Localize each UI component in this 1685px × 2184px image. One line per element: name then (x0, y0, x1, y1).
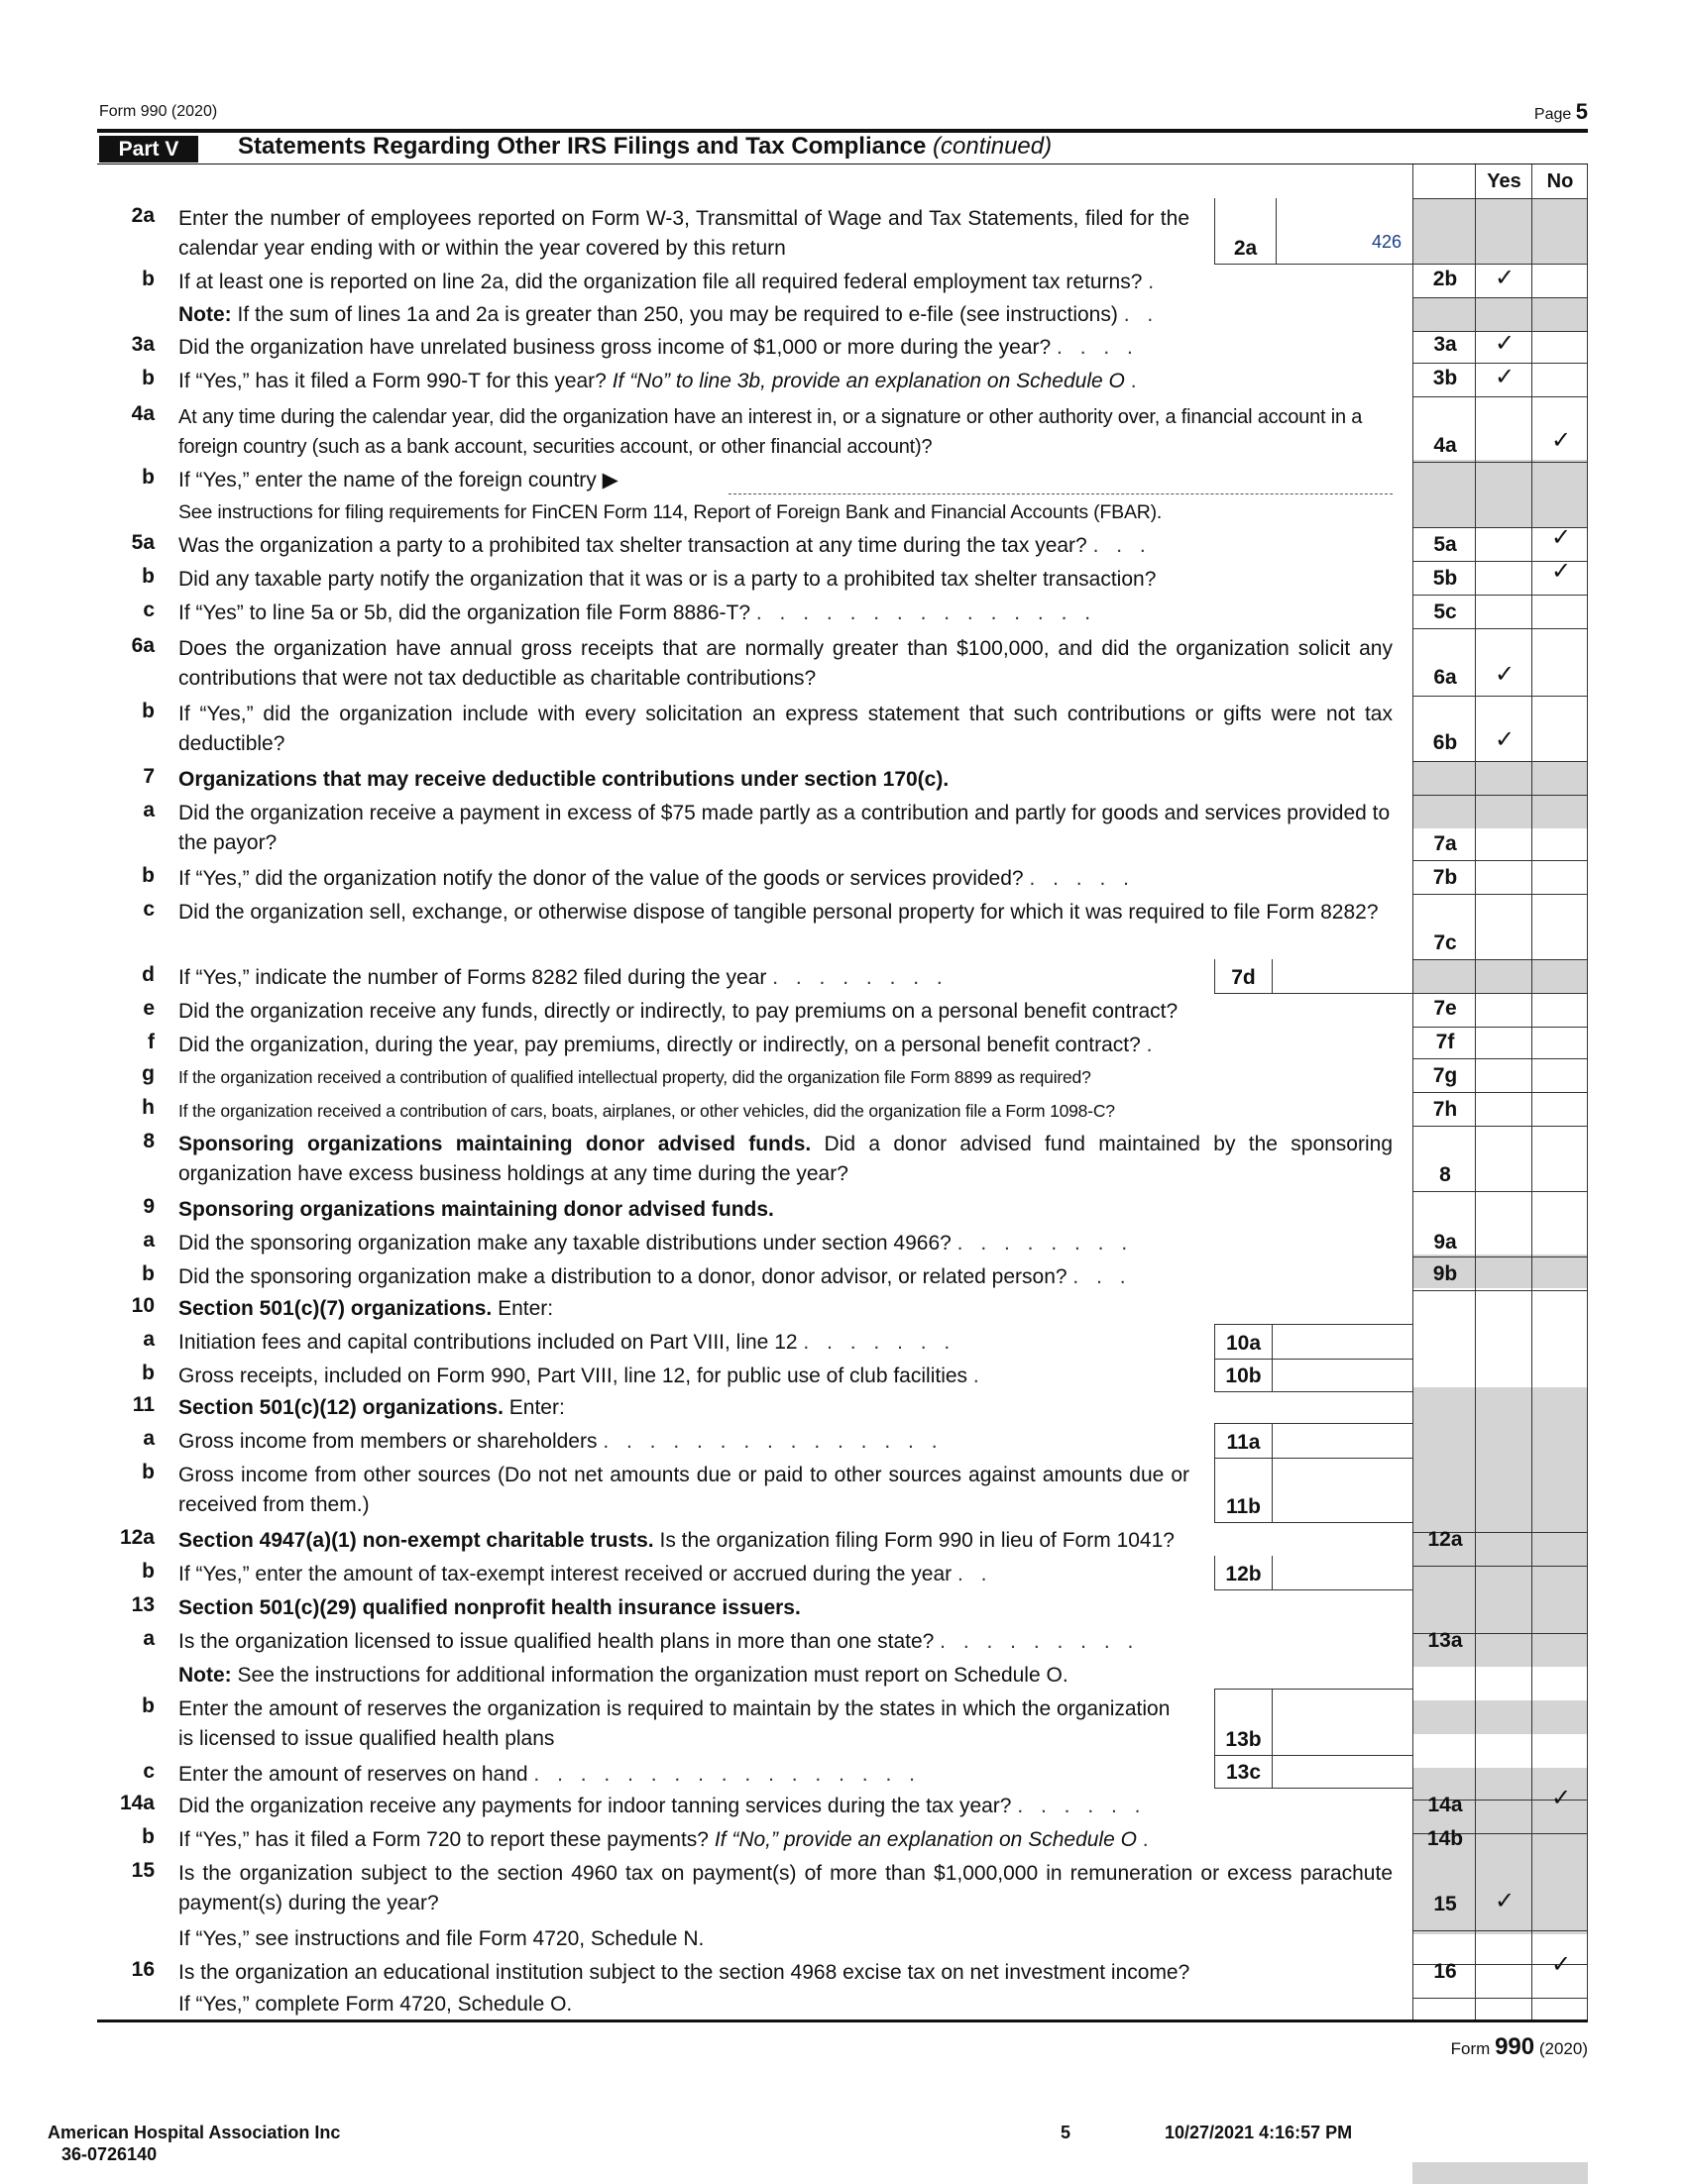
line-code: 9b (1432, 1262, 1458, 1285)
line-code: 14a (1427, 1794, 1463, 1816)
line-code: 7h (1432, 1098, 1458, 1121)
question-text: Was the organization a party to a prohibited tax shelter transaction at any time during the tax year? . . . (178, 534, 1152, 557)
yes-checkbox-6b[interactable]: ✓ (1494, 726, 1516, 753)
question-number: 4a (131, 402, 155, 425)
question-text-main: Enter: (498, 1297, 554, 1320)
line-label: 13b (1215, 1690, 1273, 1755)
line-code: 9a (1433, 1231, 1457, 1254)
part-title (238, 133, 1052, 161)
employee-count-value[interactable]: 426 (1371, 232, 1402, 252)
organization-name: American Hospital Association Inc (48, 2123, 341, 2142)
question-text: If “Yes,” has it filed a Form 720 to report these payments? If “No,” provide an explanation on Schedule O . (178, 1828, 1155, 1851)
question-text: Is the organization an educational institution subject to the section 4968 excise tax on net investment income? (178, 1961, 1190, 1984)
question-italic: If “No” to line 3b, provide an explanation on Schedule O (612, 370, 1125, 392)
no-checkbox-5b[interactable]: ✓ (1550, 558, 1572, 585)
section-heading: Section 501(c)(29) qualified nonprofit health insurance issuers. (178, 1596, 801, 1619)
question-number: b (142, 1694, 155, 1717)
question-text: If “Yes” to line 5a or 5b, did the organization file Form 8886-T? . . . . . . . . . . . . . . . (178, 601, 1097, 624)
question-number: b (142, 466, 155, 489)
note-label: Note: (178, 1664, 232, 1687)
question-text: If “Yes,” did the organization include with every solicitation an express statement that such contributions or gifts were not tax deductible? (178, 703, 1393, 755)
question-text: Did the organization receive any payments for indoor tanning services during the tax year? . . . . . . (178, 1795, 1147, 1817)
question-text: Initiation fees and capital contributions included on Part VIII, line 12 . . . . . . . (178, 1331, 956, 1354)
print-timestamp: 10/27/2021 4:16:57 PM (1165, 2123, 1353, 2142)
question-text: If at least one is reported on line 2a, did the organization file all required federal employment tax returns? . (178, 271, 1161, 293)
line-code: 12a (1427, 1528, 1463, 1551)
question-number: a (143, 1427, 155, 1450)
question-number: c (143, 1760, 155, 1783)
footer-form-year: (2020) (1538, 2039, 1588, 2058)
question-text: At any time during the calendar year, did the organization have an interest in, or a signature or other authority over, a financial account in a foreign country (such as a bank account, securities account, or other financial account)? (178, 406, 1363, 458)
line-10b-box[interactable] (1214, 1358, 1413, 1392)
question-text: If “Yes,” enter the amount of tax-exempt interest received or accrued during the year . . (178, 1563, 993, 1585)
question-number: b (142, 565, 155, 588)
question-number: b (142, 1461, 155, 1483)
line-label: 11a (1215, 1424, 1273, 1458)
question-text-main: Did the organization have unrelated business gross income of $1,000 or more during the year? (178, 336, 1052, 359)
question-text: Is the organization licensed to issue qualified health plans in more than one state? . . . . . . . . . (178, 1630, 1140, 1653)
yes-column-header: Yes (1487, 170, 1521, 192)
line-13c-box[interactable] (1214, 1754, 1413, 1789)
question-text-main: If at least one is reported on line 2a, did the organization file all required federal employment tax returns? (178, 271, 1143, 293)
question-number: a (143, 799, 155, 821)
question-text-main: Gross income from members or shareholders (178, 1430, 598, 1453)
line-code: 6b (1432, 731, 1458, 754)
line-code: 6a (1433, 666, 1457, 689)
question-number: a (143, 1328, 155, 1351)
question-text (178, 1526, 1393, 1556)
line-code: 3a (1433, 333, 1457, 356)
no-checkbox-16[interactable]: ✓ (1550, 1951, 1572, 1978)
line-label: 10b (1215, 1358, 1273, 1391)
question-number: 15 (131, 1859, 155, 1882)
question-bold: Section 501(c)(12) organizations. (178, 1396, 504, 1419)
part-label: Part V (99, 136, 198, 163)
question-text: Enter the amount of reserves on hand . . . . . . . . . . . . . . . . . (178, 1763, 921, 1786)
question-text-main: Initiation fees and capital contributions included on Part VIII, line 12 (178, 1331, 798, 1354)
question-text-main: If “Yes” to line 5a or 5b, did the organization file Form 8886-T? (178, 601, 751, 624)
question-number: 8 (143, 1130, 155, 1152)
question-text: Did the organization sell, exchange, or otherwise dispose of tangible personal property for which it was required to file Form 8282? (178, 901, 1379, 924)
question-number: b (142, 1825, 155, 1848)
question-number: 13 (131, 1593, 155, 1616)
question-number: b (142, 1262, 155, 1285)
line-code: 5a (1433, 533, 1457, 556)
question-number: d (142, 963, 155, 986)
question-text-main: Enter: (508, 1396, 565, 1419)
question-number: 12a (119, 1526, 155, 1549)
question-number: 11 (132, 1393, 155, 1416)
question-text: Did the organization have unrelated business gross income of $1,000 or more during the year? . . . . (178, 336, 1139, 359)
question-text-main: If “Yes,” has it filed a Form 990-T for this year? (178, 370, 607, 392)
line-12b-box[interactable] (1214, 1556, 1413, 1590)
line-13b-box[interactable] (1214, 1689, 1413, 1756)
question-text: Did the sponsoring organization make any taxable distributions under section 4966? . . . . . . . . (178, 1232, 1134, 1255)
line-code: 3b (1432, 367, 1458, 389)
question-text: Gross receipts, included on Form 990, Part VIII, line 12, for public use of club facilities . (178, 1365, 985, 1387)
line-code: 7c (1433, 931, 1457, 954)
line-label: 11b (1215, 1457, 1273, 1522)
question-number: c (143, 898, 155, 921)
question-text: Does the organization have annual gross receipts that are normally greater than $100,000, and did the organization solicit any contributions that were not tax deductible as charitable contributions? (178, 637, 1393, 690)
question-text: Did the organization receive any funds, directly or indirectly, to pay premiums on a personal benefit contract? (178, 1000, 1179, 1023)
line-10a-box[interactable] (1214, 1324, 1413, 1360)
question-text: If “Yes,” did the organization notify the donor of the value of the goods or services provided? . . . . . (178, 867, 1135, 890)
question-number: b (142, 268, 155, 290)
question-number: a (143, 1627, 155, 1650)
footer-form-word: Form (1450, 2039, 1491, 2058)
line-code: 15 (1433, 1893, 1457, 1915)
question-bold: Section 4947(a)(1) non-exempt charitable trusts. (178, 1529, 654, 1552)
question-number: 7 (143, 765, 155, 788)
question-text: Enter the amount of reserves the organization is required to maintain by the states in which the organization is licensed to issue qualified health plans (178, 1697, 1171, 1750)
footer-form-number: 990 (1495, 2033, 1535, 2060)
question-number: h (142, 1096, 155, 1119)
question-number: 14a (119, 1792, 155, 1814)
question-text: Enter the number of employees reported on Form W-3, Transmittal of Wage and Tax Statements, filed for the calendar year ending with or within the year covered by this return (178, 207, 1189, 260)
line-code: 16 (1433, 1960, 1457, 1983)
line-code: 7g (1432, 1064, 1458, 1087)
question-text-main: If “Yes,” enter the amount of tax-exempt interest received or accrued during the year (178, 1563, 953, 1585)
line-label: 10a (1215, 1325, 1273, 1359)
question-text: Did the organization, during the year, pay premiums, directly or indirectly, on a personal benefit contract? . (178, 1034, 1159, 1056)
question-subtext: See instructions for filing requirements for FinCEN Form 114, Report of Foreign Bank and Financial Accounts (FBAR). (178, 501, 1163, 523)
note-label: Note: (178, 303, 232, 326)
note-body: If the sum of lines 1a and 2a is greater than 250, you may be required to e-file (see instructions) (237, 303, 1118, 326)
question-text: Did any taxable party notify the organization that it was or is a party to a prohibited tax shelter transaction? (178, 568, 1157, 591)
line-7d-box[interactable] (1214, 959, 1413, 994)
line-code: 7e (1433, 997, 1457, 1020)
question-number: b (142, 1560, 155, 1583)
note-text (178, 1661, 1393, 1691)
question-text-main: Did the organization, during the year, pay premiums, directly or indirectly, on a personal benefit contract? (178, 1034, 1141, 1056)
question-text: Gross income from members or shareholders . . . . . . . . . . . . . . . (178, 1430, 944, 1453)
line-code: 8 (1439, 1163, 1451, 1186)
question-number: b (142, 864, 155, 887)
question-text: Gross income from other sources (Do not net amounts due or paid to other sources against amounts due or received from them.) (178, 1464, 1189, 1516)
question-text (178, 1130, 1393, 1189)
question-text: If “Yes,” indicate the number of Forms 8282 filed during the year . . . . . . . . (178, 966, 949, 989)
question-text-main: Is the organization licensed to issue qualified health plans in more than one state? (178, 1630, 935, 1653)
line-11a-box[interactable] (1214, 1423, 1413, 1459)
question-number: e (143, 997, 155, 1020)
question-text: If the organization received a contribution of qualified intellectual property, did the organization file Form 8899 as required? (178, 1067, 1091, 1087)
question-number: 16 (131, 1958, 155, 1981)
question-number: 3a (131, 333, 155, 356)
footer-form-label (1289, 2033, 1588, 2061)
line-code: 7a (1433, 832, 1457, 855)
line-code: 5c (1433, 601, 1457, 623)
question-text-main: Enter the amount of reserves on hand (178, 1763, 528, 1786)
question-text: Is the organization subject to the section 4960 tax on payment(s) of more than $1,000,000 in remuneration or excess parachute payment(s) during the year? (178, 1862, 1393, 1914)
note-text: Note: If the sum of lines 1a and 2a is greater than 250, you may be required to e-file (see instructions) . . (178, 303, 1160, 326)
question-text (178, 1294, 1393, 1324)
line-code: 7f (1435, 1031, 1455, 1053)
question-text: If “Yes,” enter the name of the foreign country ▶ (178, 469, 618, 491)
question-text-main: Was the organization a party to a prohibited tax shelter transaction at any time during the tax year? (178, 534, 1087, 557)
question-text-main: Did the organization receive any payments for indoor tanning services during the tax year? (178, 1795, 1012, 1817)
no-checkbox-5a[interactable]: ✓ (1550, 524, 1572, 551)
no-checkbox-4a[interactable]: ✓ (1550, 427, 1572, 454)
yes-checkbox-6a[interactable]: ✓ (1494, 661, 1516, 688)
page-word: Page (1533, 106, 1572, 123)
line-code: 14b (1426, 1827, 1464, 1850)
line-code: 2b (1432, 268, 1458, 290)
question-number: b (142, 1362, 155, 1384)
page-number: 5 (1575, 99, 1588, 124)
question-number: g (142, 1062, 155, 1085)
yes-checkbox-3b[interactable]: ✓ (1494, 364, 1516, 390)
line-label: 7d (1215, 959, 1273, 993)
question-number: 10 (131, 1294, 155, 1317)
question-text-main: If “Yes,” did the organization notify the donor of the value of the goods or services provided? (178, 867, 1024, 890)
question-subtext: If “Yes,” see instructions and file Form 4720, Schedule N. (178, 1927, 705, 1950)
no-checkbox-14a[interactable]: ✓ (1550, 1785, 1572, 1811)
question-text: If “Yes,” has it filed a Form 990-T for this year? If “No” to line 3b, provide an explanation on Schedule O . (178, 370, 1143, 392)
question-number: c (143, 599, 155, 621)
line-2a-box[interactable] (1214, 198, 1413, 265)
question-bold: Sponsoring organizations maintaining donor advised funds. (178, 1133, 812, 1155)
question-text-main: Is the organization filing Form 990 in lieu of Form 1041? (659, 1529, 1175, 1552)
note-body: See the instructions for additional information the organization must report on Schedule O. (237, 1664, 1068, 1687)
question-text: If the organization received a contribution of cars, boats, airplanes, or other vehicles, did the organization file a Form 1098-C? (178, 1101, 1115, 1121)
question-text-main: Did the sponsoring organization make a distribution to a donor, donor advisor, or related person? (178, 1265, 1067, 1288)
question-text-main: If “Yes,” indicate the number of Forms 8282 filed during the year (178, 966, 767, 989)
question-text: Did the organization receive a payment in excess of $75 made partly as a contribution and partly for goods and services provided to the payor? (178, 802, 1391, 854)
part-title-text: Statements Regarding Other IRS Filings and Tax Compliance (238, 133, 927, 160)
no-column-header: No (1546, 170, 1574, 192)
question-text-main: Gross receipts, included on Form 990, Part VIII, line 12, for public use of club facilities (178, 1365, 968, 1387)
question-number: 2a (131, 204, 155, 227)
question-number: b (142, 367, 155, 389)
yes-checkbox-15[interactable]: ✓ (1494, 1888, 1516, 1914)
part-title-suffix: (continued) (933, 133, 1053, 160)
form-year-header: Form 990 (2020) (99, 103, 218, 120)
question-number: 5a (131, 531, 155, 554)
line-label: 12b (1215, 1556, 1273, 1589)
question-number: b (142, 700, 155, 722)
line-code: 13a (1427, 1629, 1463, 1652)
line-label: 13c (1215, 1754, 1273, 1788)
footer-rule (97, 2020, 1588, 2022)
question-text-main: If “Yes,” has it filed a Form 720 to report these payments? (178, 1828, 709, 1851)
question-number: 9 (143, 1195, 155, 1218)
question-text-main: Did the sponsoring organization make any taxable distributions under section 4966? (178, 1232, 952, 1255)
yes-checkbox-2b[interactable]: ✓ (1494, 265, 1516, 291)
question-number: 6a (131, 634, 155, 657)
section-heading: Organizations that may receive deductible contributions under section 170(c). (178, 768, 950, 791)
question-bold: Section 501(c)(7) organizations. (178, 1297, 493, 1320)
organization-ein: 36-0726140 (61, 2144, 158, 2164)
question-subtext: If “Yes,” complete Form 4720, Schedule O. (178, 1993, 573, 2016)
question-text: Did the sponsoring organization make a distribution to a donor, donor advisor, or related person? . . . (178, 1265, 1132, 1288)
print-page-number: 5 (1061, 2123, 1071, 2142)
page-indicator (1487, 99, 1588, 125)
line-code: 7b (1432, 866, 1458, 889)
question-text (178, 1393, 1393, 1423)
line-label: 2a (1215, 198, 1277, 264)
yes-checkbox-3a[interactable]: ✓ (1494, 330, 1516, 357)
section-heading: Sponsoring organizations maintaining donor advised funds. (178, 1198, 774, 1221)
line-11b-box[interactable] (1214, 1457, 1413, 1523)
question-number: f (148, 1031, 155, 1053)
question-italic: If “No,” provide an explanation on Schedule O (714, 1828, 1137, 1851)
line-code: 4a (1433, 434, 1457, 457)
question-number: a (143, 1229, 155, 1252)
line-code: 5b (1432, 567, 1458, 590)
foreign-country-input[interactable] (729, 493, 1393, 494)
question-text-main: Did a donor advised fund maintained by the sponsoring organization have excess business holdings at any time during the year? (178, 1133, 1394, 1185)
